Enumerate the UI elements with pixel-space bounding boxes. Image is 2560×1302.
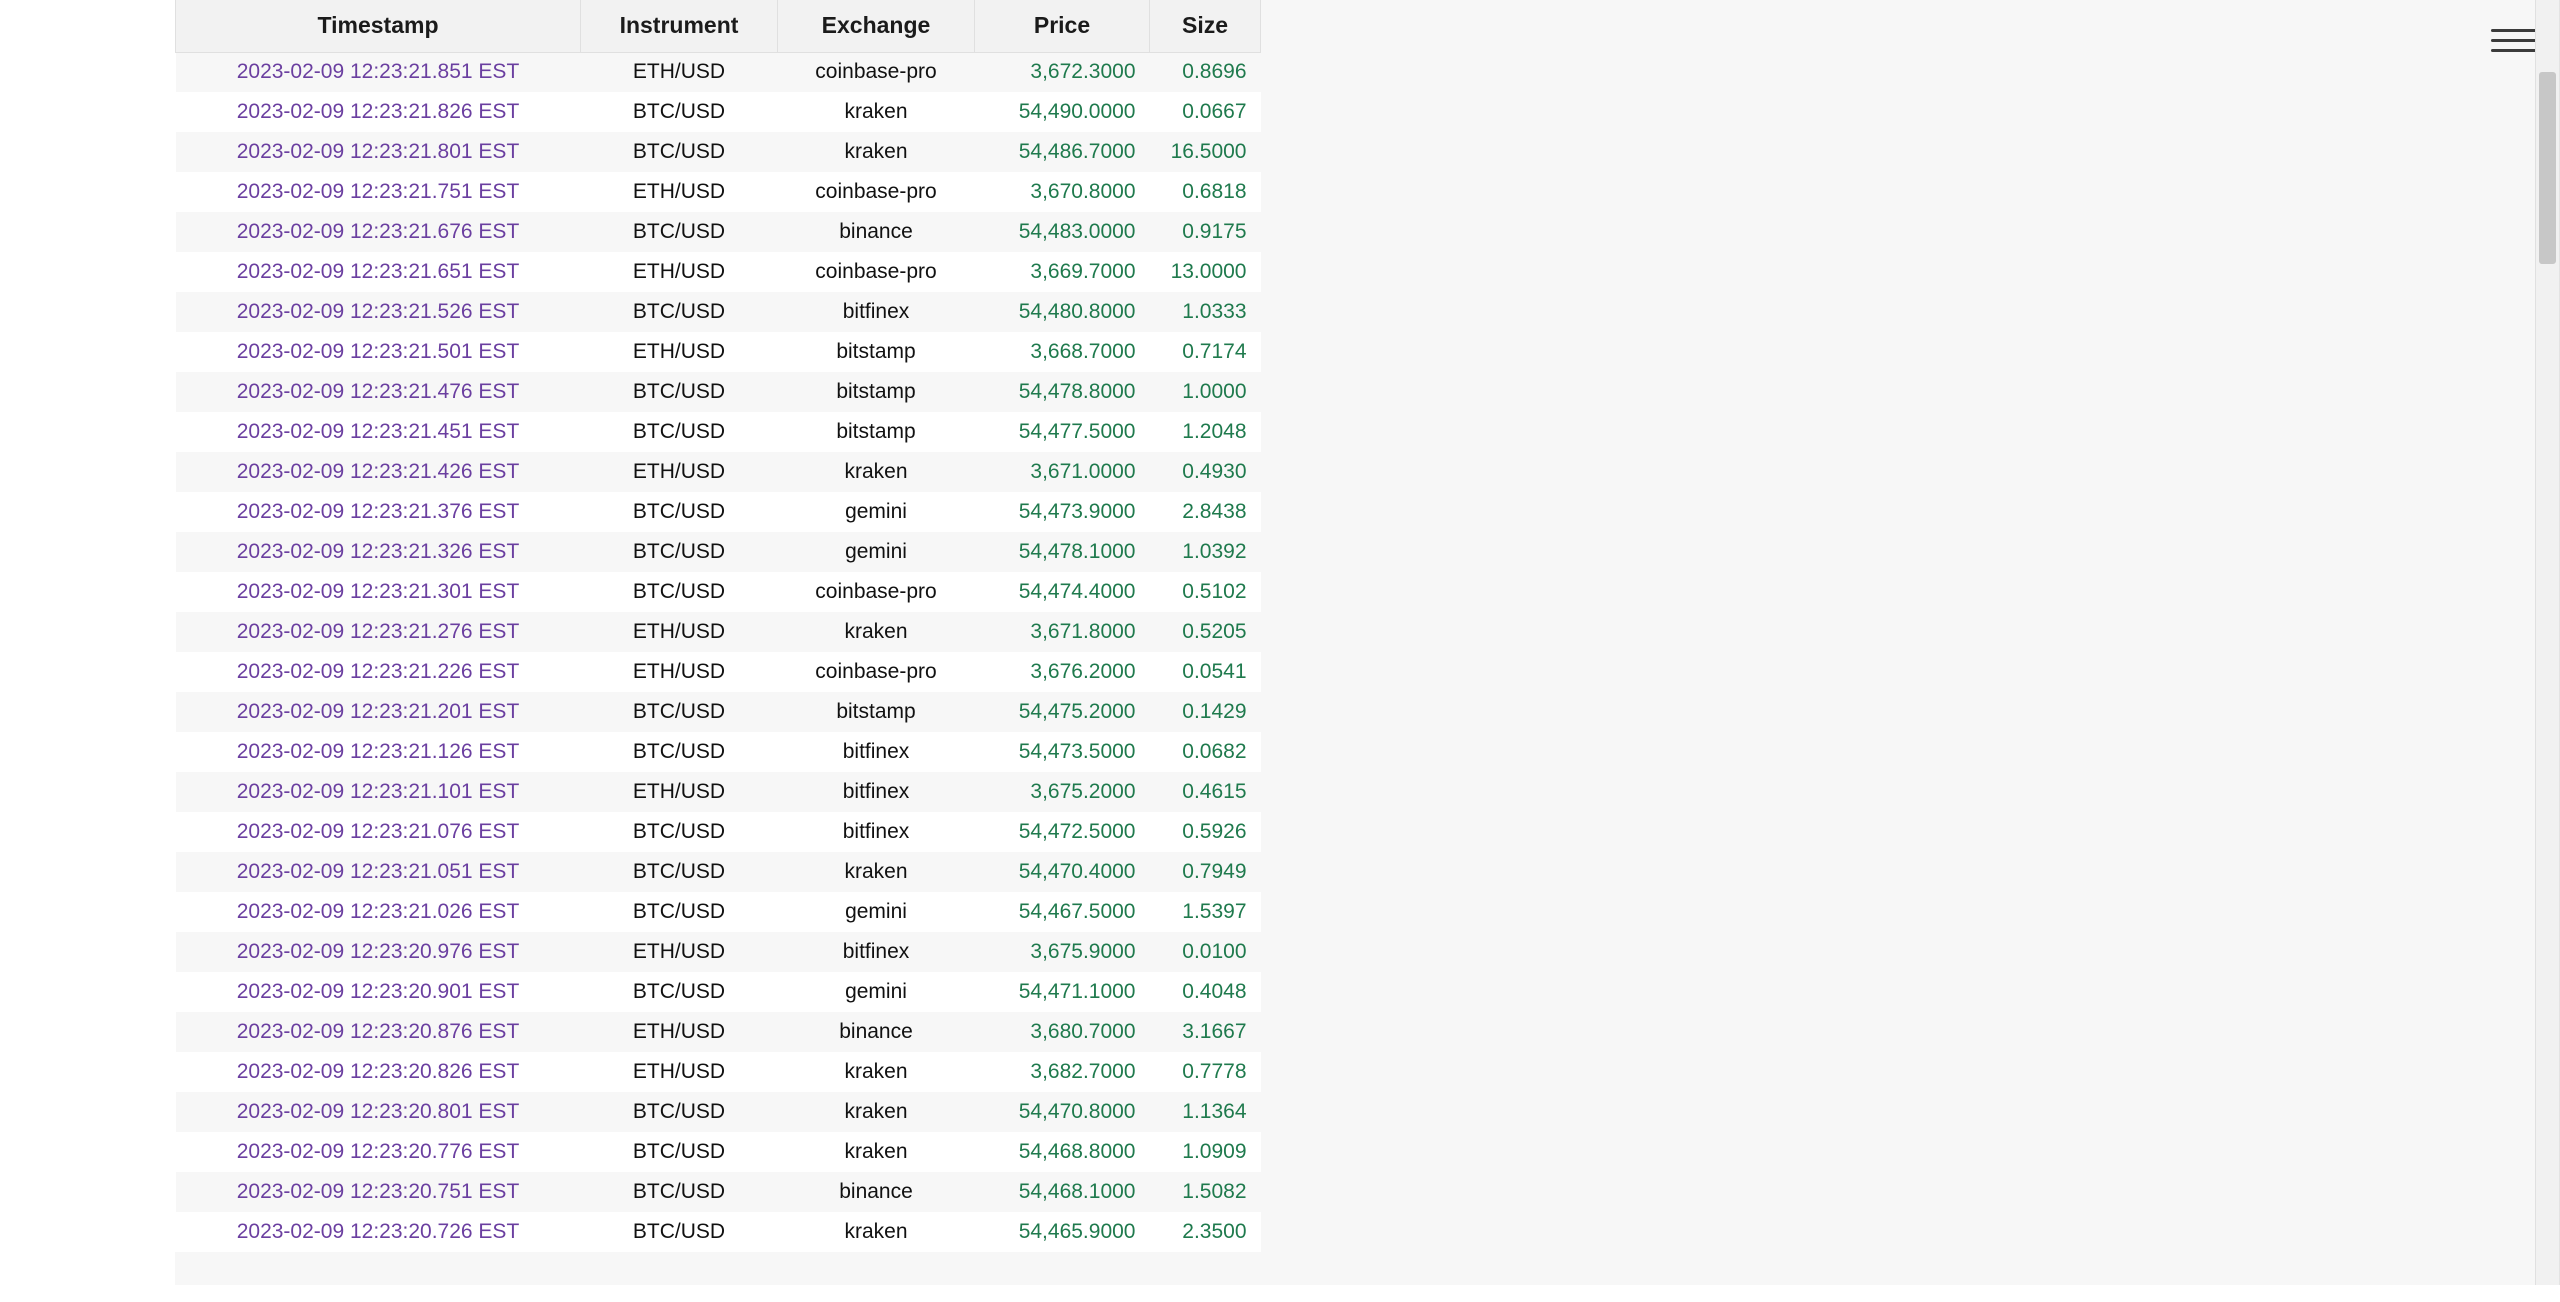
table-row[interactable]	[176, 132, 1261, 172]
cell-timestamp: 2023-02-09 12:23:21.451 EST	[176, 412, 581, 452]
cell-size: 1.2048	[1150, 412, 1261, 452]
cell-instrument: BTC/USD	[581, 1092, 778, 1132]
cell-price: 3,680.7000	[975, 1012, 1150, 1052]
cell-instrument: BTC/USD	[581, 1212, 778, 1252]
cell-instrument: ETH/USD	[581, 932, 778, 972]
table-row[interactable]	[176, 92, 1261, 132]
cell-price: 54,465.9000	[975, 1212, 1150, 1252]
cell-price: 54,475.2000	[975, 692, 1150, 732]
cell-timestamp: 2023-02-09 12:23:21.276 EST	[176, 612, 581, 652]
table-row[interactable]	[176, 452, 1261, 492]
cell-price: 54,473.5000	[975, 732, 1150, 772]
cell-instrument: ETH/USD	[581, 332, 778, 372]
cell-size: 3.1667	[1150, 1012, 1261, 1052]
cell-timestamp: 2023-02-09 12:23:20.751 EST	[176, 1172, 581, 1212]
cell-exchange: gemini	[778, 892, 975, 932]
cell-exchange: coinbase-pro	[778, 572, 975, 612]
cell-instrument: BTC/USD	[581, 412, 778, 452]
cell-exchange: coinbase-pro	[778, 652, 975, 692]
cell-instrument: ETH/USD	[581, 172, 778, 212]
table-row[interactable]	[176, 612, 1261, 652]
table-row[interactable]	[176, 812, 1261, 852]
cell-price: 54,471.1000	[975, 972, 1150, 1012]
cell-exchange: kraken	[778, 1132, 975, 1172]
cell-exchange: bitfinex	[778, 932, 975, 972]
cell-size: 0.0682	[1150, 732, 1261, 772]
cell-exchange: kraken	[778, 132, 975, 172]
cell-exchange: coinbase-pro	[778, 52, 975, 92]
cell-exchange: bitfinex	[778, 292, 975, 332]
table-row[interactable]	[176, 932, 1261, 972]
table-row[interactable]	[176, 772, 1261, 812]
cell-price: 54,474.4000	[975, 572, 1150, 612]
cell-instrument: BTC/USD	[581, 892, 778, 932]
cell-price: 54,483.0000	[975, 212, 1150, 252]
table-row[interactable]	[176, 252, 1261, 292]
cell-instrument: BTC/USD	[581, 92, 778, 132]
column-header-instrument[interactable]: Instrument	[581, 0, 778, 52]
cell-instrument: BTC/USD	[581, 212, 778, 252]
cell-price: 54,486.7000	[975, 132, 1150, 172]
cell-instrument: BTC/USD	[581, 132, 778, 172]
column-header-size[interactable]: Size	[1150, 0, 1261, 52]
table-row[interactable]	[176, 1212, 1261, 1252]
cell-instrument: BTC/USD	[581, 1132, 778, 1172]
table-row[interactable]	[176, 1052, 1261, 1092]
cell-timestamp: 2023-02-09 12:23:21.526 EST	[176, 292, 581, 332]
cell-size: 1.5397	[1150, 892, 1261, 932]
cell-size: 0.9175	[1150, 212, 1261, 252]
cell-exchange: bitstamp	[778, 332, 975, 372]
cell-timestamp: 2023-02-09 12:23:21.326 EST	[176, 532, 581, 572]
cell-instrument: ETH/USD	[581, 612, 778, 652]
cell-size: 0.7174	[1150, 332, 1261, 372]
cell-instrument: BTC/USD	[581, 292, 778, 332]
cell-exchange: binance	[778, 1172, 975, 1212]
cell-timestamp: 2023-02-09 12:23:21.476 EST	[176, 372, 581, 412]
cell-size: 0.5205	[1150, 612, 1261, 652]
cell-size: 1.5082	[1150, 1172, 1261, 1212]
column-header-exchange[interactable]: Exchange	[778, 0, 975, 52]
cell-price: 3,675.2000	[975, 772, 1150, 812]
cell-exchange: kraken	[778, 1212, 975, 1252]
cell-instrument: BTC/USD	[581, 972, 778, 1012]
cell-instrument: BTC/USD	[581, 812, 778, 852]
cell-timestamp: 2023-02-09 12:23:20.776 EST	[176, 1132, 581, 1172]
table-row[interactable]	[176, 372, 1261, 412]
cell-price: 3,668.7000	[975, 332, 1150, 372]
cell-timestamp: 2023-02-09 12:23:21.101 EST	[176, 772, 581, 812]
cell-price: 54,472.5000	[975, 812, 1150, 852]
cell-size: 0.4930	[1150, 452, 1261, 492]
cell-price: 54,470.4000	[975, 852, 1150, 892]
cell-size: 0.0541	[1150, 652, 1261, 692]
cell-exchange: kraken	[778, 1052, 975, 1092]
table-row[interactable]	[176, 852, 1261, 892]
scrollbar-thumb[interactable]	[2539, 72, 2556, 264]
cell-timestamp: 2023-02-09 12:23:21.826 EST	[176, 92, 581, 132]
cell-instrument: ETH/USD	[581, 52, 778, 92]
cell-exchange: binance	[778, 1012, 975, 1052]
cell-size: 1.1364	[1150, 1092, 1261, 1132]
cell-price: 3,672.3000	[975, 52, 1150, 92]
cell-size: 1.0333	[1150, 292, 1261, 332]
cell-size: 0.5102	[1150, 572, 1261, 612]
trades-table	[175, 0, 1261, 1252]
cell-price: 54,467.5000	[975, 892, 1150, 932]
table-row[interactable]	[176, 732, 1261, 772]
cell-size: 1.0000	[1150, 372, 1261, 412]
table-row[interactable]	[176, 292, 1261, 332]
cell-timestamp: 2023-02-09 12:23:21.851 EST	[176, 52, 581, 92]
bottom-strip	[0, 1285, 2560, 1302]
cell-size: 0.7949	[1150, 852, 1261, 892]
cell-size: 1.0392	[1150, 532, 1261, 572]
cell-instrument: BTC/USD	[581, 852, 778, 892]
cell-exchange: coinbase-pro	[778, 172, 975, 212]
table-row[interactable]	[176, 572, 1261, 612]
cell-size: 2.8438	[1150, 492, 1261, 532]
table-row[interactable]	[176, 412, 1261, 452]
cell-timestamp: 2023-02-09 12:23:20.976 EST	[176, 932, 581, 972]
cell-exchange: kraken	[778, 452, 975, 492]
cell-size: 0.8696	[1150, 52, 1261, 92]
hamburger-line-3	[2491, 49, 2537, 52]
cell-exchange: binance	[778, 212, 975, 252]
cell-size: 0.5926	[1150, 812, 1261, 852]
cell-exchange: kraken	[778, 612, 975, 652]
cell-timestamp: 2023-02-09 12:23:21.026 EST	[176, 892, 581, 932]
cell-price: 54,473.9000	[975, 492, 1150, 532]
cell-exchange: bitfinex	[778, 772, 975, 812]
header-row	[176, 0, 1261, 52]
cell-price: 3,670.8000	[975, 172, 1150, 212]
cell-size: 0.0100	[1150, 932, 1261, 972]
cell-exchange: bitstamp	[778, 692, 975, 732]
table-row[interactable]	[176, 172, 1261, 212]
cell-timestamp: 2023-02-09 12:23:21.426 EST	[176, 452, 581, 492]
cell-exchange: gemini	[778, 492, 975, 532]
hamburger-line-1	[2491, 29, 2537, 32]
cell-timestamp: 2023-02-09 12:23:21.676 EST	[176, 212, 581, 252]
table-row[interactable]	[176, 652, 1261, 692]
cell-size: 13.0000	[1150, 252, 1261, 292]
cell-timestamp: 2023-02-09 12:23:21.051 EST	[176, 852, 581, 892]
vertical-scrollbar[interactable]	[2535, 0, 2559, 1285]
cell-price: 54,478.8000	[975, 372, 1150, 412]
cell-price: 3,671.8000	[975, 612, 1150, 652]
cell-timestamp: 2023-02-09 12:23:21.376 EST	[176, 492, 581, 532]
table-row[interactable]	[176, 892, 1261, 932]
cell-price: 54,480.8000	[975, 292, 1150, 332]
cell-exchange: kraken	[778, 92, 975, 132]
cell-timestamp: 2023-02-09 12:23:21.501 EST	[176, 332, 581, 372]
cell-price: 54,470.8000	[975, 1092, 1150, 1132]
cell-exchange: bitstamp	[778, 372, 975, 412]
table-header	[176, 0, 1261, 52]
table-row[interactable]	[176, 1012, 1261, 1052]
cell-price: 54,478.1000	[975, 532, 1150, 572]
cell-instrument: BTC/USD	[581, 492, 778, 532]
cell-price: 54,490.0000	[975, 92, 1150, 132]
cell-instrument: ETH/USD	[581, 772, 778, 812]
cell-exchange: gemini	[778, 972, 975, 1012]
cell-size: 0.4615	[1150, 772, 1261, 812]
cell-price: 3,675.9000	[975, 932, 1150, 972]
cell-timestamp: 2023-02-09 12:23:20.826 EST	[176, 1052, 581, 1092]
cell-size: 0.1429	[1150, 692, 1261, 732]
cell-timestamp: 2023-02-09 12:23:21.651 EST	[176, 252, 581, 292]
cell-timestamp: 2023-02-09 12:23:21.076 EST	[176, 812, 581, 852]
cell-price: 3,682.7000	[975, 1052, 1150, 1092]
cell-exchange: gemini	[778, 532, 975, 572]
cell-instrument: BTC/USD	[581, 1172, 778, 1212]
hamburger-line-2	[2491, 39, 2537, 42]
cell-instrument: BTC/USD	[581, 532, 778, 572]
table-row[interactable]	[176, 532, 1261, 572]
cell-size: 0.7778	[1150, 1052, 1261, 1092]
cell-instrument: BTC/USD	[581, 692, 778, 732]
cell-price: 54,477.5000	[975, 412, 1150, 452]
cell-price: 54,468.1000	[975, 1172, 1150, 1212]
cell-instrument: BTC/USD	[581, 732, 778, 772]
cell-timestamp: 2023-02-09 12:23:21.126 EST	[176, 732, 581, 772]
column-header-timestamp[interactable]: Timestamp	[176, 0, 581, 52]
table-row[interactable]	[176, 1132, 1261, 1172]
cell-size: 2.3500	[1150, 1212, 1261, 1252]
cell-size: 16.5000	[1150, 132, 1261, 172]
cell-instrument: ETH/USD	[581, 1012, 778, 1052]
cell-timestamp: 2023-02-09 12:23:21.751 EST	[176, 172, 581, 212]
cell-exchange: bitstamp	[778, 412, 975, 452]
cell-price: 3,671.0000	[975, 452, 1150, 492]
cell-instrument: BTC/USD	[581, 572, 778, 612]
cell-timestamp: 2023-02-09 12:23:21.226 EST	[176, 652, 581, 692]
table-row[interactable]	[176, 692, 1261, 732]
cell-timestamp: 2023-02-09 12:23:20.876 EST	[176, 1012, 581, 1052]
cell-instrument: ETH/USD	[581, 252, 778, 292]
cell-size: 0.6818	[1150, 172, 1261, 212]
cell-instrument: ETH/USD	[581, 452, 778, 492]
table-row[interactable]	[176, 332, 1261, 372]
cell-exchange: coinbase-pro	[778, 252, 975, 292]
cell-price: 54,468.8000	[975, 1132, 1150, 1172]
table-row[interactable]	[176, 1092, 1261, 1132]
cell-instrument: ETH/USD	[581, 1052, 778, 1092]
column-header-price[interactable]: Price	[975, 0, 1150, 52]
cell-size: 0.0667	[1150, 92, 1261, 132]
cell-price: 3,676.2000	[975, 652, 1150, 692]
table-row[interactable]	[176, 1172, 1261, 1212]
cell-instrument: BTC/USD	[581, 372, 778, 412]
cell-instrument: ETH/USD	[581, 652, 778, 692]
table-row[interactable]	[176, 972, 1261, 1012]
cell-exchange: bitfinex	[778, 812, 975, 852]
table-row[interactable]	[176, 492, 1261, 532]
cell-timestamp: 2023-02-09 12:23:20.901 EST	[176, 972, 581, 1012]
table-body	[176, 52, 1261, 1252]
cell-exchange: bitfinex	[778, 732, 975, 772]
table-row[interactable]	[176, 212, 1261, 252]
trades-table-wrapper	[175, 0, 1260, 1285]
cell-size: 0.4048	[1150, 972, 1261, 1012]
cell-timestamp: 2023-02-09 12:23:21.801 EST	[176, 132, 581, 172]
cell-timestamp: 2023-02-09 12:23:20.726 EST	[176, 1212, 581, 1252]
cell-price: 3,669.7000	[975, 252, 1150, 292]
cell-exchange: kraken	[778, 1092, 975, 1132]
cell-timestamp: 2023-02-09 12:23:20.801 EST	[176, 1092, 581, 1132]
hamburger-menu-icon[interactable]	[2491, 22, 2537, 56]
cell-exchange: kraken	[778, 852, 975, 892]
cell-timestamp: 2023-02-09 12:23:21.201 EST	[176, 692, 581, 732]
cell-size: 1.0909	[1150, 1132, 1261, 1172]
left-gutter	[0, 0, 175, 1285]
table-row[interactable]	[176, 52, 1261, 92]
cell-timestamp: 2023-02-09 12:23:21.301 EST	[176, 572, 581, 612]
